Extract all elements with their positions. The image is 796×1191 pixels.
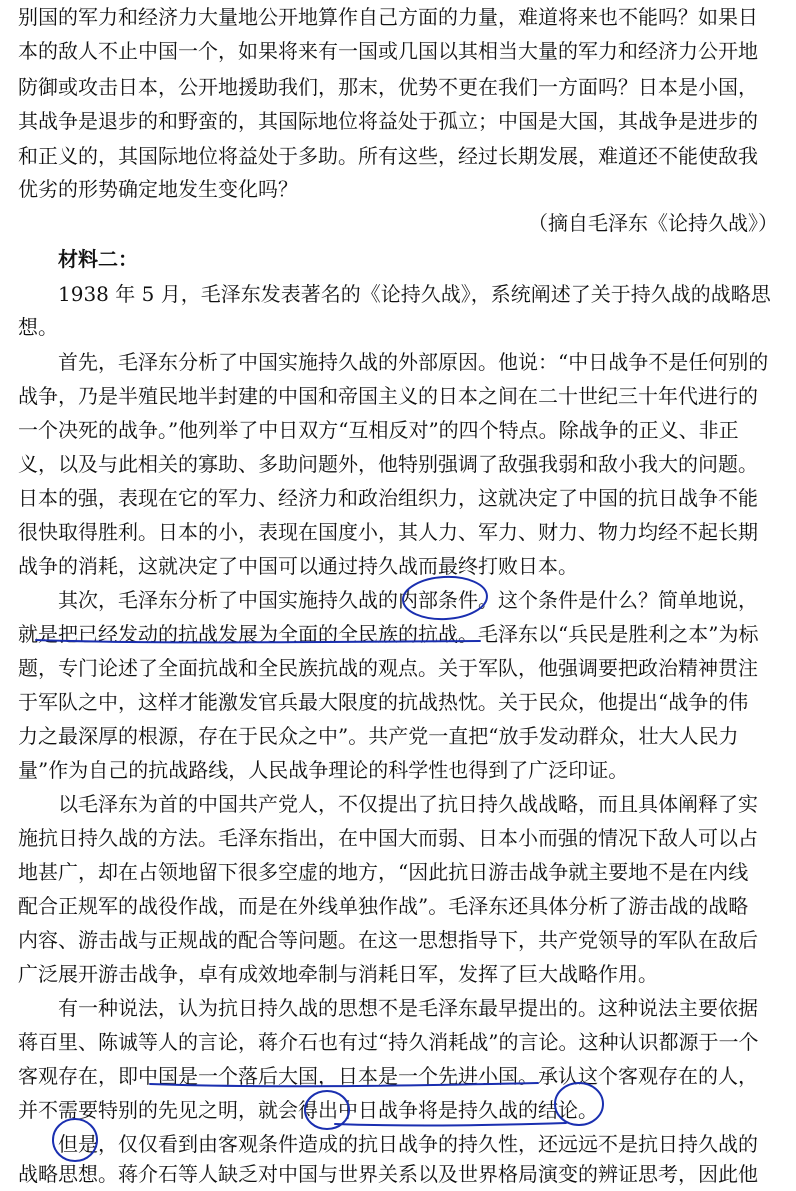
text-line: 别国的军力和经济力大量地公开地算作自己方面的力量，难道将来也不能吗？如果日 bbox=[18, 5, 758, 29]
text-line: 战争的消耗，这就决定了中国可以通过持久战而最终打败日本。 bbox=[18, 554, 578, 578]
text-line: 配合正规军的战役作战，而是在外线单独作战”。毛泽东还具体分析了游击战的战略 bbox=[18, 894, 749, 918]
text-line: 有一种说法，认为抗日持久战的思想不是毛泽东最早提出的。这种说法主要依据 bbox=[58, 996, 758, 1020]
text-line: 客观存在，即中国是一个落后大国，日本是一个先进小国。承认这个客观存在的人， bbox=[18, 1064, 758, 1088]
text-line: 量”作为自己的抗战路线，人民战争理论的科学性也得到了广泛印证。 bbox=[18, 758, 629, 782]
text-line: 和正义的，其国际地位将益处于多助。所有这些，经过长期发展，难道还不能使敌我 bbox=[18, 144, 758, 168]
text-line: 想。 bbox=[18, 315, 58, 339]
text-line: 本的敌人不止中国一个，如果将来有一国或几国以其相当大量的军力和经济力公开地 bbox=[18, 39, 758, 63]
section-heading: 材料二： bbox=[58, 247, 138, 271]
text-line: 题，专门论述了全面抗战和全民族抗战的观点。关于军队，他强调要把政治精神贯注 bbox=[18, 656, 758, 680]
text-line: 战争，乃是半殖民地半封建的中国和帝国主义的日本之间在二十世纪三十年代进行的 bbox=[18, 384, 758, 408]
text-line: 广泛展开游击战争，卓有成效地牵制与消耗日军，发挥了巨大战略作用。 bbox=[18, 962, 658, 986]
text-line: 日本的强，表现在它的军力、经济力和政治组织力，这就决定了中国的抗日战争不能 bbox=[18, 486, 758, 510]
text-line: 但是，仅仅看到由客观条件造成的抗日战争的持久性，还远远不是抗日持久战的 bbox=[58, 1132, 758, 1156]
text-line: 其战争是退步的和野蛮的，其国际地位将益处于孤立；中国是大国，其战争是进步的 bbox=[18, 109, 758, 133]
text-line: 就是把已经发动的抗战发展为全面的全民族的抗战。毛泽东以“兵民是胜利之本”为标 bbox=[18, 622, 759, 646]
text-line: 首先，毛泽东分析了中国实施持久战的外部原因。他说：“中日战争不是任何别的 bbox=[58, 350, 769, 374]
text-line: 优劣的形势确定地发生变化吗？ bbox=[18, 177, 298, 201]
text-line: 以毛泽东为首的中国共产党人，不仅提出了抗日持久战战略，而且具体阐释了实 bbox=[58, 792, 758, 816]
text-line: 很快取得胜利。日本的小，表现在国度小，其人力、军力、财力、物力均经不起长期 bbox=[18, 520, 758, 544]
text-line: 战略思想。蒋介石等人缺乏对中国与世界关系以及世界格局演变的辨证思考，因此他 bbox=[18, 1162, 758, 1186]
text-line: 施抗日持久战的方法。毛泽东指出，在中国大而弱、日本小而强的情况下敌人可以占 bbox=[18, 826, 758, 850]
citation-line: （摘自毛泽东《论持久战》） bbox=[528, 211, 778, 235]
text-line: 1938 年 5 月，毛泽东发表著名的《论持久战》，系统阐述了关于持久战的战略思 bbox=[58, 282, 771, 306]
text-line: 蒋百里、陈诚等人的言论，蒋介石也有过“持久消耗战”的言论。这种认识都源于一个 bbox=[18, 1030, 759, 1054]
text-line: 其次，毛泽东分析了中国实施持久战的内部条件。这个条件是什么？简单地说， bbox=[58, 588, 758, 612]
text-line: 内容、游击战与正规战的配合等问题。在这一思想指导下，共产党领导的军队在敌后 bbox=[18, 928, 758, 952]
text-line: 一个决死的战争。”他列举了中日双方“互相反对”的四个特点。除战争的正义、非正 bbox=[18, 418, 739, 442]
text-line: 并不需要特别的先见之明，就会得出中日战争将是持久战的结论。 bbox=[18, 1098, 598, 1122]
text-line: 防御或攻击日本，公开地援助我们，那末，优势不更在我们一方面吗？日本是小国， bbox=[18, 75, 758, 99]
text-line: 地甚广，却在占领地留下很多空虚的地方，“因此抗日游击战争就主要地不是在内线 bbox=[18, 860, 749, 884]
text-line: 义，以及与此相关的寡助、多助问题外，他特别强调了敌强我弱和敌小我大的问题。 bbox=[18, 452, 758, 476]
text-line: 于军队之中，这样才能激发官兵最大限度的抗战热忱。关于民众，他提出“战争的伟 bbox=[18, 690, 749, 714]
text-line: 力之最深厚的根源，存在于民众之中”。共产党一直把“放手发动群众，壮大人民力 bbox=[18, 724, 739, 748]
